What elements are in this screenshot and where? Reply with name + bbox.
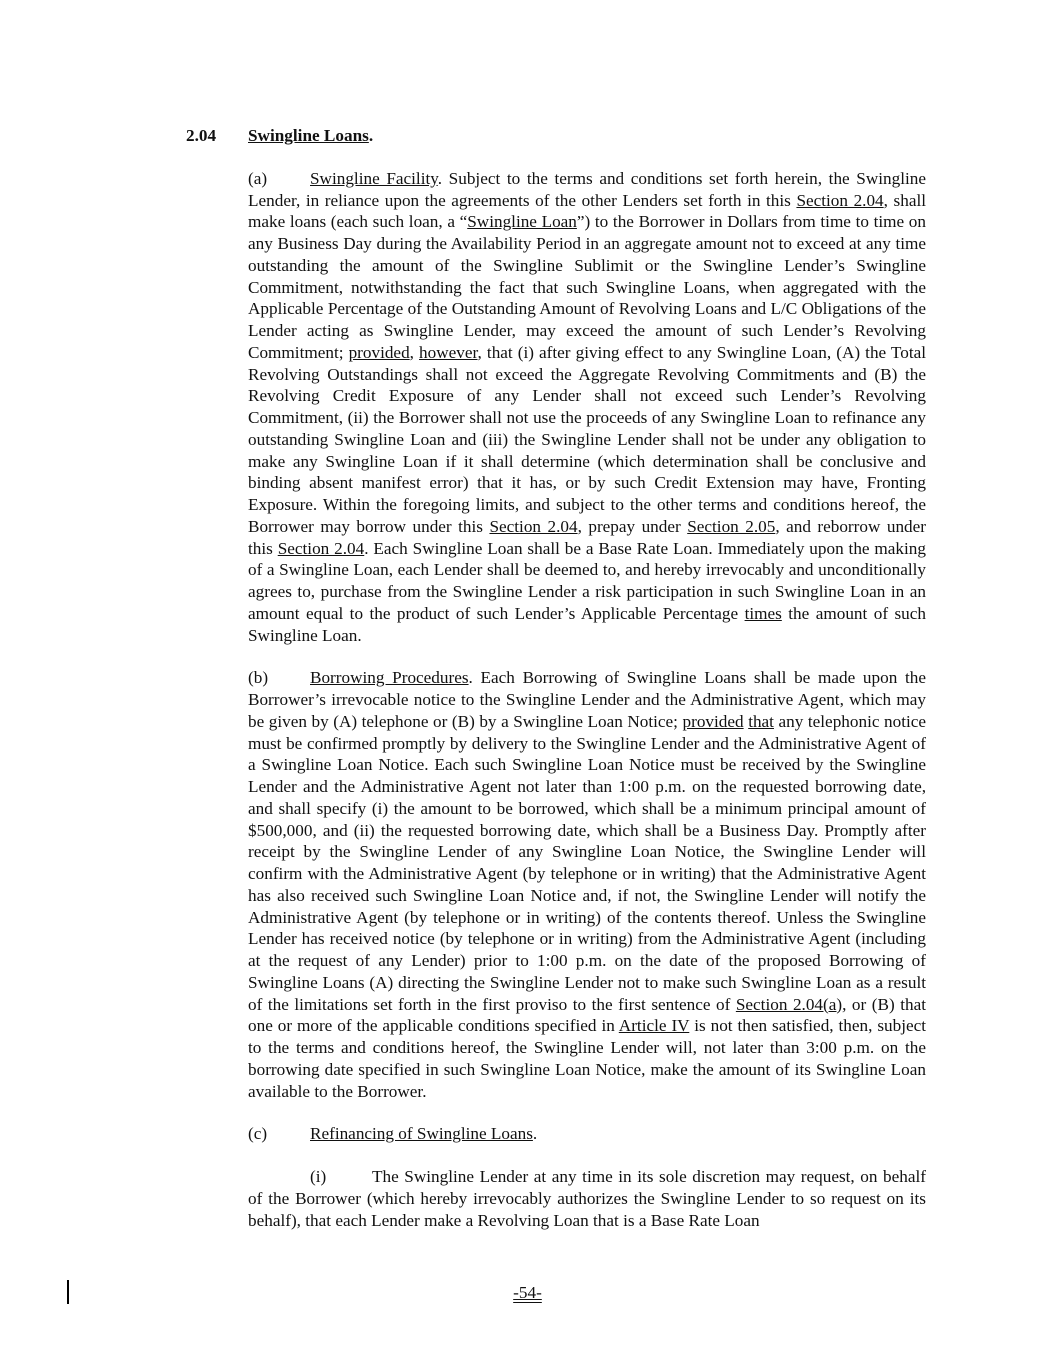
paragraph-b — [186, 667, 926, 1102]
page-number: -54- — [513, 1283, 542, 1302]
paragraph-a-text-1: . Subject to the terms and conditions set forth herein, the Swingline Lender, in reliance upon the agreements of the other Lenders set forth in this — [248, 168, 927, 210]
paragraph-b-text-1: . Each Borrowing of Swingline Loans shall be made upon the Borrower’s irrevocable notice to the Swingline Lender and the Administrative Agent, which may be given by (A) telephone or (B) by a Swingline Loan Notice; — [248, 668, 926, 731]
paragraph-a-text-8: . Each Swingline Loan shall be a Base Rate Loan. Immediately upon the making of a Swingline Loan, each Lender shall be deemed to, and hereby irrevocably and unconditionally agrees to, purchase from the Swingline Lender a risk participation in such Swingline Loan in an amount equal to the product of such Lender’s Applicable Percentage — [248, 538, 926, 623]
section-ref-link[interactable]: Section 2.04 — [277, 538, 365, 558]
that-term: that — [748, 711, 774, 731]
provided-term: provided — [348, 342, 410, 362]
paragraph-a-text-3: ”) to the Borrower in Dollars from time to time on any Business Day during the Availability Period in an aggregate amount not to exceed at any time outstanding the amount of the Swingline Sublimit or the Swingline Lender’s Swingline Commitment, notwithstanding the fact that such Swingline Loans, when aggregated with the Applicable Percentage of the Outstanding Amount of Revolving Loans and L/C Obligations of the Lender acting as Swingline Lender, may exceed the amount of such Lender’s Revolving Commitment; — [248, 212, 926, 362]
paragraph-a — [186, 168, 926, 647]
section-ref-link[interactable]: Section 2.04 — [489, 516, 578, 536]
provided-term: provided — [682, 711, 744, 731]
document-page — [186, 125, 926, 1231]
paragraph-c-heading: Refinancing of Swingline Loans — [310, 1124, 533, 1144]
section-ref-link[interactable]: Section 2.04(a) — [735, 994, 843, 1014]
section-ref-link[interactable]: Section 2.05 — [687, 516, 776, 536]
section-number: 2.04 — [186, 126, 217, 145]
paragraph-a-label: (a) — [248, 168, 268, 188]
section-heading — [186, 125, 926, 147]
times-term: times — [744, 603, 782, 623]
paragraph-a-heading: Swingline Facility — [310, 168, 438, 188]
section-title: Swingline Loans — [248, 126, 369, 145]
paragraph-c-i — [248, 1166, 926, 1231]
paragraph-b-text-4: , or (B) that one or more of the applicable conditions specified in — [248, 994, 926, 1036]
paragraph-b-heading: Borrowing Procedures — [310, 668, 469, 688]
paragraph-a-text-7: , and reborrow under this — [248, 516, 926, 558]
section-ref-link[interactable]: Section 2.04 — [796, 190, 884, 210]
paragraph-c-i-label: (i) — [310, 1167, 327, 1186]
defined-term: Swingline Loan — [467, 212, 577, 232]
paragraph-a-text-5: , that (i) after giving effect to any Swingline Loan, (A) the Total Revolving Outstandings shall not exceed the Aggregate Revolving Commitments and (B) the Revolving Credit Exposure of any Lender shall not exceed such Lender’s Revolving Commitment, (ii) the Borrower shall not use the proceeds of any Swingline Loan to refinance any outstanding Swingline Loan and (iii) the Swingline Lender shall not be under any obligation to make any Swingline Loan if it shall determine (which determination shall be conclusive and binding absent manifest error) that it has, or by such Credit Extension may have, Fronting Exposure. Within the foregoing limits, and subject to the other terms and conditions hereof, the Borrower may borrow under this — [248, 342, 926, 536]
however-term: however — [419, 342, 478, 362]
paragraph-c-i-text: The Swingline Lender at any time in its sole discretion may request, on behalf of the Borrower (which hereby irrevocably authorizes the Swingline Lender to so request on its behalf), that each Lender make a Revolving Loan that is a Base Rate Loan — [248, 1167, 926, 1230]
paragraph-a-text-6: , prepay under — [577, 516, 688, 536]
paragraph-b-text-5: is not then satisfied, then, subject to the terms and conditions hereof, the Swingline Lender will, not later than 3:00 p.m. on the borrowing date specified in such Swingline Loan Notice, make the amount of its Swingline Loan available to the Borrower. — [248, 1016, 927, 1101]
page-footer — [0, 1283, 1055, 1303]
paragraph-a-text-9: the amount of such Swingline Loan. — [248, 603, 926, 645]
paragraph-b-text-3: any telephonic notice must be confirmed promptly by delivery to the Swingline Lender and the Administrative Agent of a Swingline Loan Notice. Each such Swingline Loan Notice must be received by the Swingline Lender and the Administrative Agent not later than 1:00 p.m. on the requested borrowing date, and shall specify (i) the amount to be borrowed, which shall be a minimum principal amount of $500,000, and (ii) the requested borrowing date, which shall be a Business Day. Promptly after receipt by the Swingline Lender of any Swingline Loan Notice, the Swingline Lender will confirm with the Administrative Agent (by telephone or in writing) that the Administrative Agent has also received such Swingline Loan Notice and, if not, the Swingline Lender will notify the Administrative Agent (by telephone or in writing) of the contents thereof. Unless the Swingline Lender has received notice (by telephone or in writing) from the Administrative Agent (including at the request of any Lender) prior to 1:00 p.m. on the date of the proposed Borrowing of Swingline Loans (A) directing the Swingline Lender not to make such Swingline Loan as a result of the limitations set forth in the first proviso to the first sentence of — [248, 711, 927, 1014]
paragraph-c-label: (c) — [248, 1124, 268, 1144]
article-ref-link[interactable]: Article IV — [618, 1016, 690, 1036]
paragraph-a-text-2: , shall make loans (each such loan, a “ — [248, 190, 926, 232]
section-title-suffix: . — [368, 126, 374, 145]
paragraph-b-label: (b) — [248, 668, 269, 688]
paragraph-a-text-4: , — [409, 342, 420, 362]
paragraph-c-suffix: . — [532, 1124, 538, 1144]
paragraph-c — [186, 1123, 926, 1145]
